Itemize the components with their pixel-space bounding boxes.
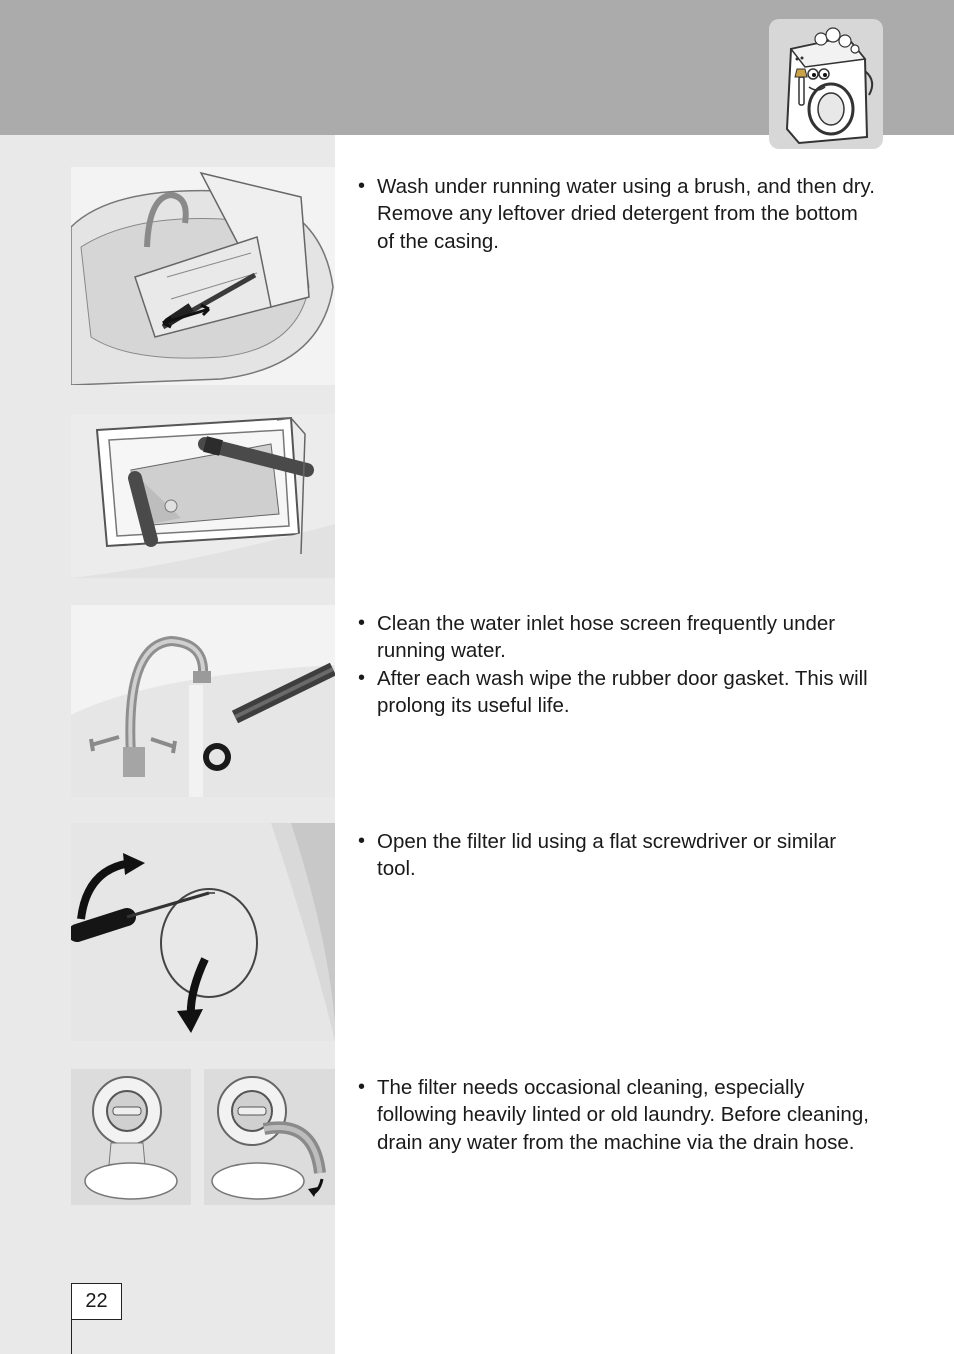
section-3-bullets <box>359 828 879 883</box>
section-2-bullets <box>359 610 899 719</box>
section-2-bullet-2: • After each wash wipe the rubber door gasket. This will prolong its useful life. <box>359 665 899 720</box>
section-4-bullets <box>359 1074 879 1156</box>
illustration-filter-lid-screwdriver <box>71 823 335 1041</box>
section-1-bullet-1: • Wash under running water using a brush, and then dry. Remove any leftover dried detergent from the bottom of the casing. <box>359 173 879 255</box>
page-number: 22 <box>71 1283 122 1320</box>
section-4-bullet-1: • The filter needs occasional cleaning, especially following heavily linted or old laundry. Before cleaning, drain any water from the machine via the drain hose. <box>359 1074 879 1156</box>
illustration-faucet-inlet-screen <box>71 605 335 797</box>
page-number-tick <box>71 1320 72 1354</box>
illustration-drawer-casing <box>71 414 335 578</box>
illustration-drain-hose <box>204 1069 335 1205</box>
section-3-bullet-1: • Open the filter lid using a flat screwdriver or similar tool. <box>359 828 879 883</box>
washing-machine-mascot-icon <box>769 19 883 149</box>
section-1-bullets <box>359 173 879 255</box>
illustration-sink-drawer <box>71 167 335 385</box>
illustration-filter-cover-open <box>71 1069 191 1205</box>
section-2-bullet-1: • Clean the water inlet hose screen frequently under running water. <box>359 610 899 665</box>
